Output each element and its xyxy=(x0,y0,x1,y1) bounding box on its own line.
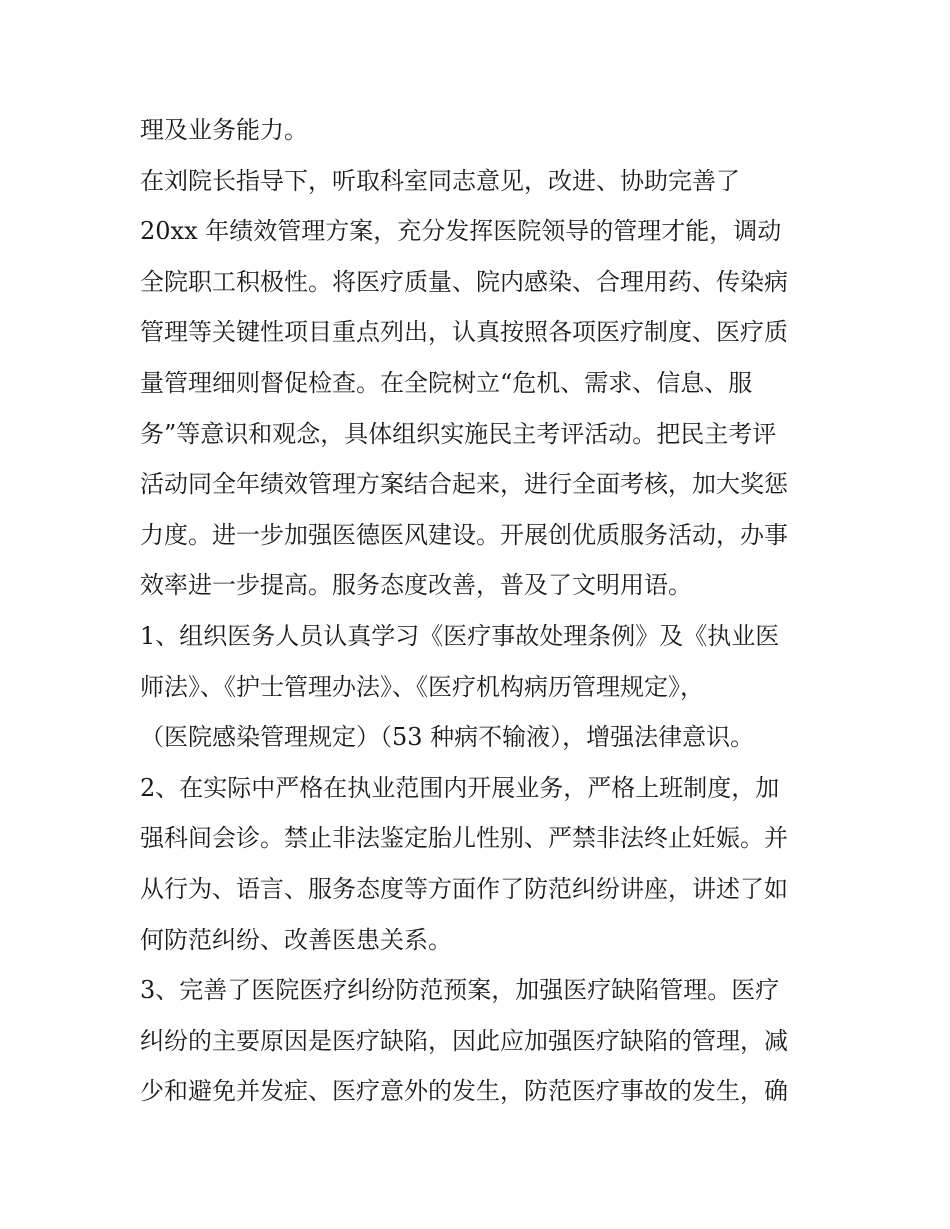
text-line: 师法》、《护士管理办法》、《医疗机构病历管理规定》， xyxy=(140,672,704,701)
list-item-1: 1、组织医务人员认真学习《医疗事故处理条例》及《执业医 xyxy=(140,621,780,650)
text-line: 效率进一步提高。服务态度改善，普及了文明用语。 xyxy=(140,571,692,600)
text-line: 理及业务能力。 xyxy=(140,116,308,144)
text-line: 务”等意识和观念，具体组织实施民主考评活动。把民主考评 xyxy=(140,419,777,448)
list-item-2: 2、在实际中严格在执业范围内开展业务，严格上班制度，加 xyxy=(140,773,780,802)
text-line: 强科间会诊。禁止非法鉴定胎儿性别、严禁非法终止妊娠。并 xyxy=(140,824,788,853)
text-line: 少和避免并发症、医疗意外的发生，防范医疗事故的发生，确 xyxy=(140,1077,788,1106)
text-line: 力度。进一步加强医德医风建设。开展创优质服务活动，办事 xyxy=(140,520,788,549)
text-line: 20xx 年绩效管理方案，充分发挥医院领导的管理才能，调动 xyxy=(140,217,782,246)
text-line: 从行为、语言、服务态度等方面作了防范纠纷讲座，讲述了如 xyxy=(140,874,788,903)
text-line: 活动同全年绩效管理方案结合起来，进行全面考核，加大奖惩 xyxy=(140,470,788,499)
text-line: 全院职工积极性。将医疗质量、院内感染、合理用药、传染病 xyxy=(140,267,788,296)
text-line: 量管理细则督促检查。在全院树立“危机、需求、信息、服 xyxy=(140,368,753,397)
list-item-3: 3、完善了医院医疗纠纷防范预案，加强医疗缺陷管理。医疗 xyxy=(140,976,780,1005)
text-line: 纠纷的主要原因是医疗缺陷，因此应加强医疗缺陷的管理，减 xyxy=(140,1026,788,1055)
text-line: 在刘院长指导下，听取科室同志意见，改进、协助完善了 xyxy=(140,166,740,195)
text-line: （医院感染管理规定）（53 种病不输液），增强法律意识。 xyxy=(140,723,755,752)
text-line: 何防范纠纷、改善医患关系。 xyxy=(140,925,452,954)
body-text xyxy=(140,105,820,1117)
text-line: 管理等关键性项目重点列出，认真按照各项医疗制度、医疗质 xyxy=(140,318,788,347)
